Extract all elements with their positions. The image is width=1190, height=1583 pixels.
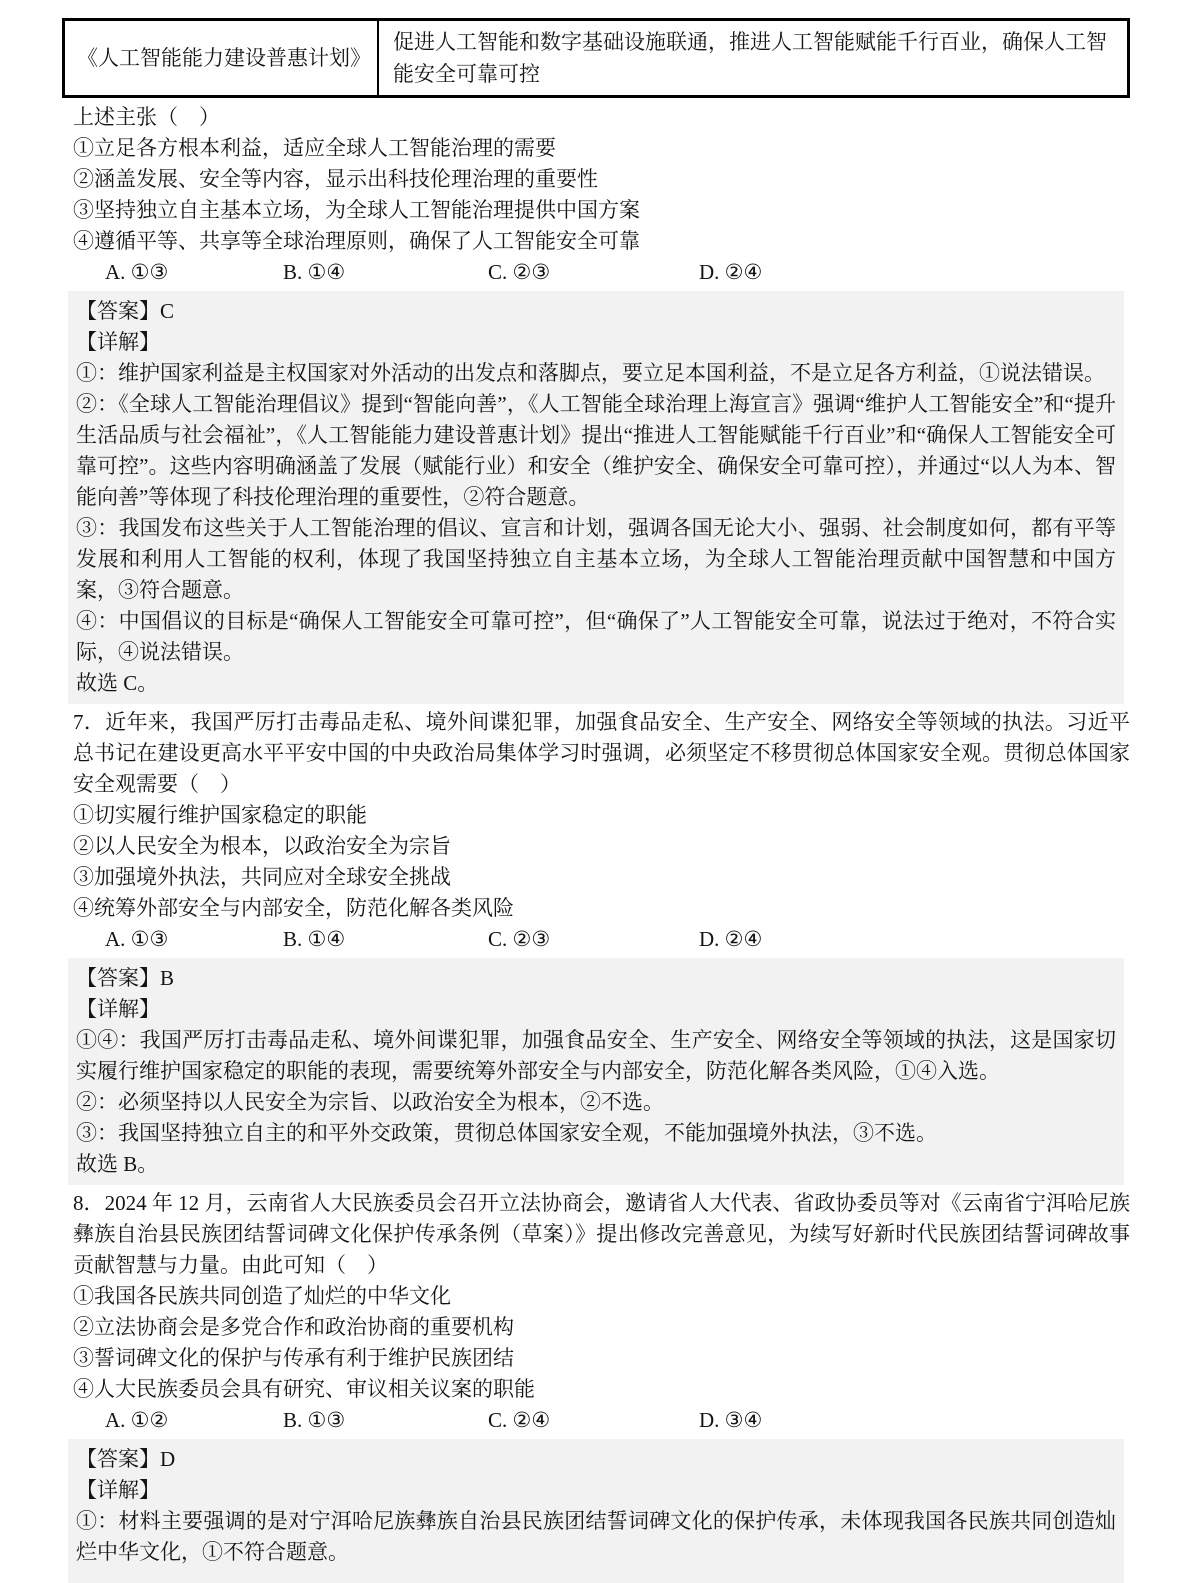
answer-7-detail-paragraph: ②：必须坚持以人民安全为宗旨、以政治安全为根本，②不选。 (76, 1090, 664, 1114)
answer-6-details (76, 358, 1116, 668)
answer-8-answer-line: 【答案】D (76, 1447, 176, 1471)
answer-7-detail-heading: 【详解】 (76, 997, 160, 1021)
answer-8-block (68, 1439, 1124, 1583)
policy-name-cell: 《人工智能能力建设普惠计划》 (64, 20, 379, 97)
question-7-option: A. ①③ (105, 927, 169, 951)
question-6-statement: ②涵盖发展、安全等内容，显示出科技伦理治理的重要性 (73, 167, 598, 191)
answer-6-detail-heading: 【详解】 (76, 330, 160, 354)
question-7-stem: 7．近年来，我国严厉打击毒品走私、境外间谍犯罪，加强食品安全、生产安全、网络安全等领域的执法。习近平总书记在建设更高水平平安中国的中央政治局集体学习时强调，必须坚定不移贯彻总体国家安全观。贯彻总体国家安全观需要（ ） (73, 710, 1130, 796)
answer-7-block (68, 958, 1124, 1185)
answer-7-conclusion: 故选 B。 (76, 1152, 159, 1176)
answer-6-block (68, 291, 1124, 704)
question-6-statement: ③坚持独立自主基本立场，为全球人工智能治理提供中国方案 (73, 198, 640, 222)
question-7-statement: ②以人民安全为根本，以政治安全为宗旨 (73, 834, 451, 858)
question-6-section (62, 102, 1130, 288)
answer-8-details (76, 1506, 1116, 1568)
question-7-section (62, 707, 1130, 955)
answer-7-detail-paragraph: ③：我国坚持独立自主的和平外交政策，贯彻总体国家安全观，不能加强境外执法，③不选。 (76, 1121, 937, 1145)
answer-6-detail-paragraph: ①：维护国家利益是主权国家对外活动的出发点和落脚点，要立足本国利益，不是立足各方利益，①说法错误。 (76, 361, 1105, 385)
question-6-stem: 上述主张（ ） (73, 105, 220, 129)
question-7-statement: ④统筹外部安全与内部安全，防范化解各类风险 (73, 896, 514, 920)
question-6-options (62, 257, 1130, 288)
question-7-options (62, 924, 1130, 955)
question-7-option: B. ①④ (283, 927, 346, 951)
answer-6-answer-line: 【答案】C (76, 299, 175, 323)
answer-6-conclusion: 故选 C。 (76, 671, 159, 695)
question-8-statement: ③誓词碑文化的保护与传承有利于维护民族团结 (73, 1346, 514, 1370)
answer-7-details (76, 1025, 1116, 1149)
question-6-option: A. ①③ (105, 260, 169, 284)
question-6-option: D. ②④ (699, 260, 763, 284)
question-6-statements (62, 133, 1130, 257)
question-8-statement: ④人大民族委员会具有研究、审议相关议案的职能 (73, 1377, 535, 1401)
answer-6-detail-paragraph: ②：《全球人工智能治理倡议》提到“智能向善”，《人工智能全球治理上海宣言》强调“维护人工智能安全”和“提升生活品质与社会福祉”，《人工智能能力建设普惠计划》提出“推进人工智能赋能千行百业”和“确保人工智能安全可靠可控”。这些内容明确涵盖了发展（赋能行业）和安全（维护安全、确保安全可靠可控），并通过“以人为本、智能向善”等体现了科技伦理治理的重要性，②符合题意。 (76, 392, 1116, 509)
question-6-option: B. ①④ (283, 260, 346, 284)
question-7-statement: ③加强境外执法，共同应对全球安全挑战 (73, 865, 451, 889)
question-8-stem: 8．2024 年 12 月，云南省人大民族委员会召开立法协商会，邀请省人大代表、省政协委员等对《云南省宁洱哈尼族彝族自治县民族团结誓词碑文化保护传承条例（草案）》提出修改完善意见，为续写好新时代民族团结誓词碑故事贡献智慧与力量。由此可知（ ） (73, 1191, 1130, 1277)
question-7-option: C. ②③ (488, 927, 551, 951)
question-7-option: D. ②④ (699, 927, 763, 951)
question-8-section (62, 1188, 1130, 1436)
policy-table-row (64, 20, 1129, 97)
question-8-statement: ②立法协商会是多党合作和政治协商的重要机构 (73, 1315, 514, 1339)
answer-7-detail-paragraph: ①④：我国严厉打击毒品走私、境外间谍犯罪，加强食品安全、生产安全、网络安全等领域的执法，这是国家切实履行维护国家稳定的职能的表现，需要统筹外部安全与内部安全，防范化解各类风险，①④入选。 (76, 1028, 1116, 1083)
answer-8-detail-paragraph: ①：材料主要强调的是对宁洱哈尼族彝族自治县民族团结誓词碑文化的保护传承，未体现我国各民族共同创造灿烂中华文化，①不符合题意。 (76, 1509, 1116, 1564)
policy-table (62, 18, 1130, 98)
question-7-statement: ①切实履行维护国家稳定的职能 (73, 803, 367, 827)
answer-7-answer-line: 【答案】B (76, 966, 175, 990)
question-7-statements (62, 800, 1130, 924)
answer-6-detail-paragraph: ④：中国倡议的目标是“确保人工智能安全可靠可控”，但“确保了”人工智能安全可靠，说法过于绝对，不符合实际，④说法错误。 (76, 609, 1116, 664)
policy-content-cell: 促进人工智能和数字基础设施联通，推进人工智能赋能千行百业，确保人工智能安全可靠可控 (378, 20, 1129, 97)
answer-8-detail-heading: 【详解】 (76, 1478, 160, 1502)
question-8-option: C. ②④ (488, 1408, 551, 1432)
question-8-option: A. ①② (105, 1408, 169, 1432)
question-6-statement: ①立足各方根本利益，适应全球人工智能治理的需要 (73, 136, 556, 160)
question-8-options (62, 1405, 1130, 1436)
question-8-statement: ①我国各民族共同创造了灿烂的中华文化 (73, 1284, 451, 1308)
question-8-statements (62, 1281, 1130, 1405)
question-8-option: D. ③④ (699, 1408, 763, 1432)
question-8-option: B. ①③ (283, 1408, 346, 1432)
answer-6-detail-paragraph: ③：我国发布这些关于人工智能治理的倡议、宣言和计划，强调各国无论大小、强弱、社会制度如何，都有平等发展和利用人工智能的权利，体现了我国坚持独立自主基本立场，为全球人工智能治理贡献中国智慧和中国方案，③符合题意。 (76, 516, 1116, 602)
question-6-statement: ④遵循平等、共享等全球治理原则，确保了人工智能安全可靠 (73, 229, 640, 253)
question-6-option: C. ②③ (488, 260, 551, 284)
